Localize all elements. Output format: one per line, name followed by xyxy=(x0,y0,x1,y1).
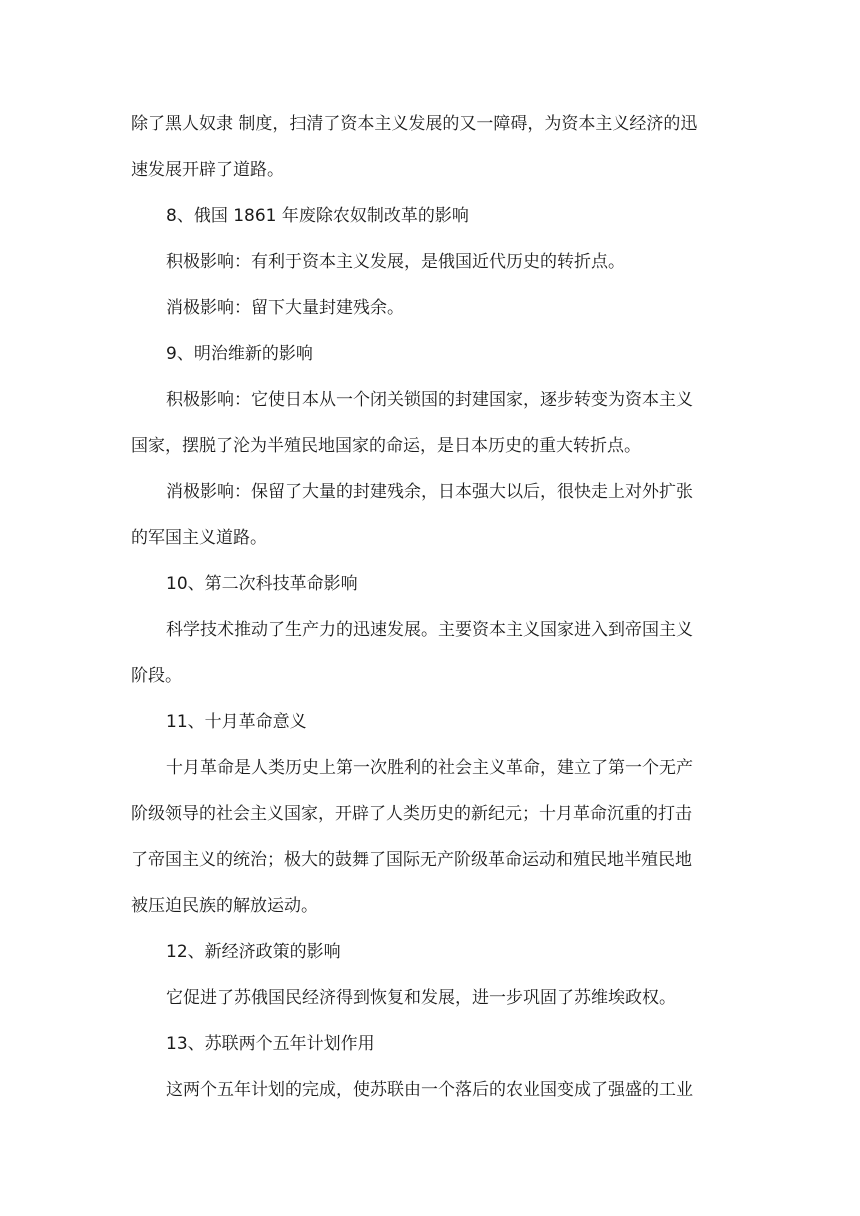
section-heading-12: 12、新经济政策的影响 xyxy=(166,942,341,962)
body-text-line: 速发展开辟了道路。 xyxy=(131,160,284,180)
body-text-line: 消极影响：保留了大量的封建残余，日本强大以后，很快走上对外扩张 xyxy=(166,482,693,502)
body-text-line: 它促进了苏俄国民经济得到恢复和发展，进一步巩固了苏维埃政权。 xyxy=(166,988,676,1008)
body-text-line: 科学技术推动了生产力的迅速发展。主要资本主义国家进入到帝国主义 xyxy=(166,620,693,640)
body-text-line: 消极影响：留下大量封建残余。 xyxy=(166,298,404,318)
section-heading-9: 9、明治维新的影响 xyxy=(166,344,313,364)
section-heading-11: 11、十月革命意义 xyxy=(166,712,307,732)
body-text-line: 被压迫民族的解放运动。 xyxy=(131,896,318,916)
body-text-line: 的军国主义道路。 xyxy=(131,528,267,548)
body-text-line: 国家，摆脱了沦为半殖民地国家的命运，是日本历史的重大转折点。 xyxy=(131,436,641,456)
body-text-line: 积极影响：有利于资本主义发展，是俄国近代历史的转折点。 xyxy=(166,252,625,272)
body-text-line: 阶段。 xyxy=(131,666,182,686)
body-text-line: 积极影响：它使日本从一个闭关锁国的封建国家，逐步转变为资本主义 xyxy=(166,390,693,410)
section-heading-8: 8、俄国 1861 年废除农奴制改革的影响 xyxy=(166,206,469,226)
body-text-line: 阶级领导的社会主义国家，开辟了人类历史的新纪元；十月革命沉重的打击 xyxy=(131,804,692,824)
body-text-line: 除了黑人奴隶 制度，扫清了资本主义发展的又一障碍，为资本主义经济的迅 xyxy=(131,114,698,134)
body-text-line: 十月革命是人类历史上第一次胜利的社会主义革命，建立了第一个无产 xyxy=(166,758,693,778)
section-heading-10: 10、第二次科技革命影响 xyxy=(166,574,358,594)
body-text-line: 这两个五年计划的完成，使苏联由一个落后的农业国变成了强盛的工业 xyxy=(166,1080,693,1100)
section-heading-13: 13、苏联两个五年计划作用 xyxy=(166,1034,375,1054)
body-text-line: 了帝国主义的统治；极大的鼓舞了国际无产阶级革命运动和殖民地半殖民地 xyxy=(131,850,692,870)
